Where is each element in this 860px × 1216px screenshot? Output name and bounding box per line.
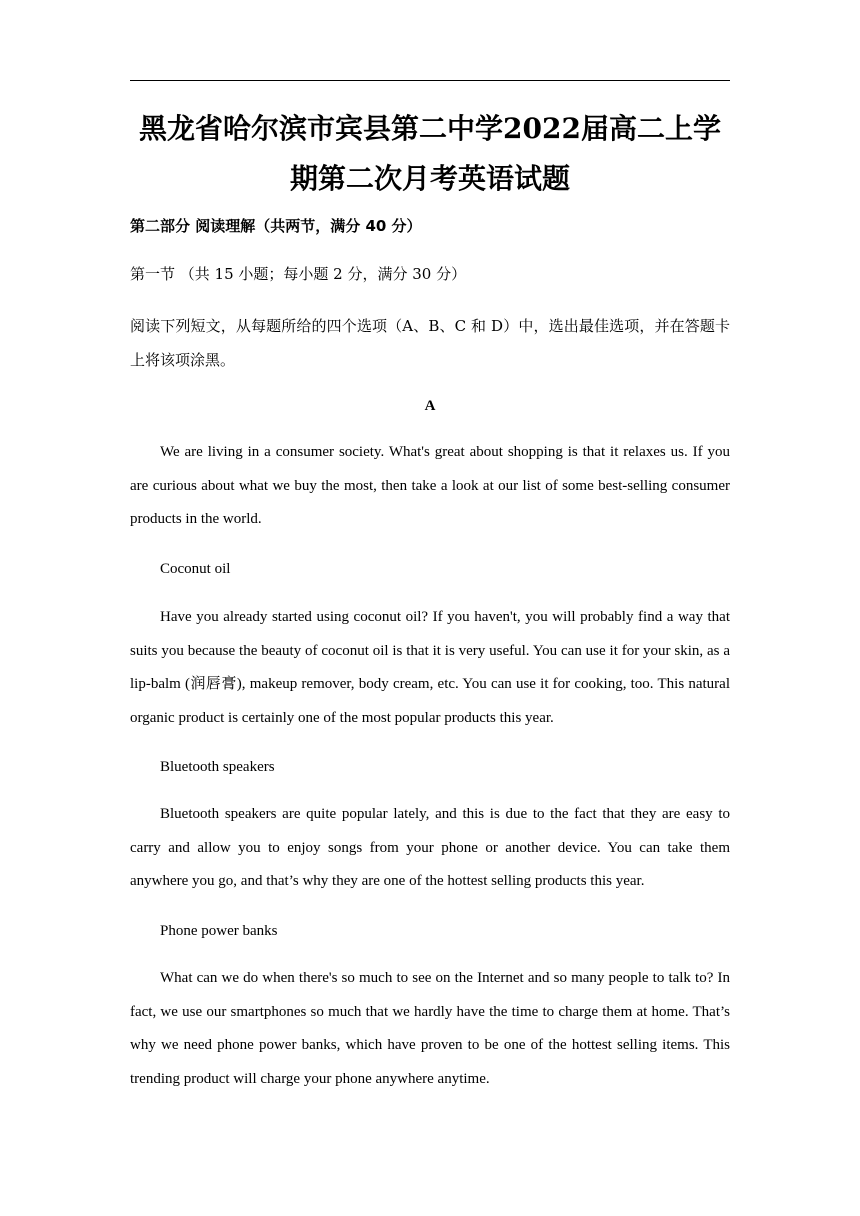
- item-text-phone-power-banks: What can we do when there's so much to see on the Internet and so many people to talk to? In fact, we use our smartphones so much that we hardly have the time to charge them at home. That’s why we need phone power banks, which have proven to be one of the hottest selling items. This trending product will charge your phone anywhere anytime.: [130, 970, 730, 1087]
- item-heading-bluetooth-speakers: Bluetooth speakers: [160, 759, 275, 775]
- instructions-text: 阅读下列短文，从每题所给的四个选项（A、B、C 和 D）中，选出最佳选项，并在答题卡上将该项涂黑。: [130, 317, 730, 369]
- passage-label: A: [424, 398, 436, 414]
- part-heading: 第二部分 阅读理解（共两节，满分 40 分）: [130, 217, 422, 235]
- item-heading-phone-power-banks: Phone power banks: [160, 923, 278, 939]
- item-text-bluetooth-speakers: Bluetooth speakers are quite popular lately, and this is due to the fact that they are easy to carry and allow you to enjoy songs from your phone or another device. You can take them anywhere you go, and that’s why they are one of the hottest selling products this year.: [130, 806, 730, 889]
- header-rule: [130, 80, 730, 81]
- section-heading: 第一节 （共 15 小题；每小题 2 分，满分 30 分）: [130, 265, 467, 283]
- item-heading-coconut-oil: Coconut oil: [160, 561, 231, 577]
- item-text-coconut-oil: Have you already started using coconut oil? If you haven't, you will probably find a way that suits you because the beauty of coconut oil is that it is very useful. You can use it for your skin, as a lip-balm (润唇膏), makeup remover, body cream, etc. You can use it for cooking, too. This natural organic product is certainly one of the most popular products this year.: [130, 609, 730, 726]
- passage-intro: We are living in a consumer society. What's great about shopping is that it relaxes us. If you are curious about what we buy the most, then take a look at our list of some best-selling consumer products in the world.: [130, 444, 730, 527]
- page-title: 黑龙省哈尔滨市宾县第二中学2022届高二上学期第二次月考英语试题: [139, 112, 721, 195]
